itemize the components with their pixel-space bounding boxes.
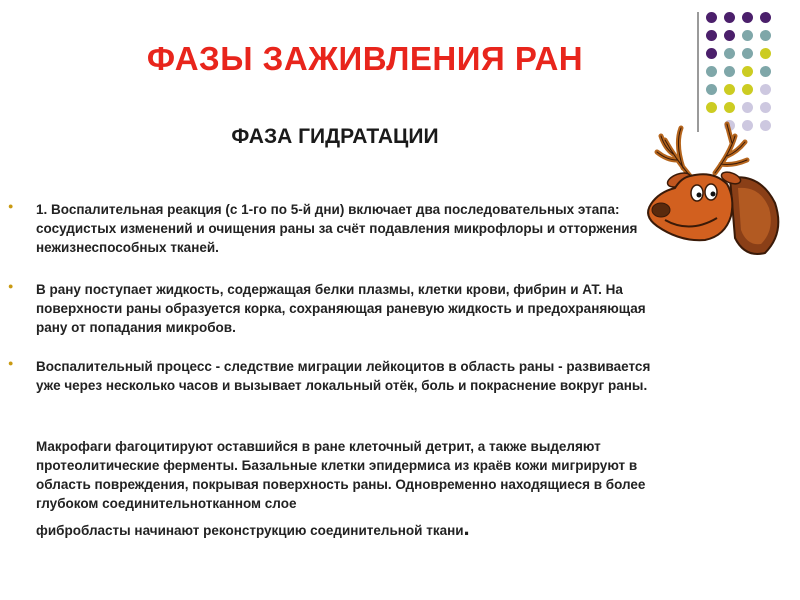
- decorative-dot: [760, 12, 771, 23]
- decorative-dot: [760, 66, 771, 77]
- decorative-dot: [706, 12, 717, 23]
- bullet-text: В рану поступает жидкость, содержащая белки плазмы, клетки крови, фибрин и АТ. На поверхности раны образуется корка, сохраняющая раневую жидкость и предохраняющая рану от попадания микробов.: [36, 282, 646, 335]
- bullet-text: 1. Воспалительная реакция (с 1-го по 5-й дни) включает два последовательных этапа: сосудистых изменений и очищения раны за счёт подавления микрофлоры и отторжения нежизнеспособных тканей.: [36, 202, 638, 255]
- closing-paragraph: [36, 437, 666, 540]
- decorative-dot: [760, 102, 771, 113]
- bullet-marker-icon: ●: [8, 358, 14, 368]
- decorative-dot: [724, 12, 735, 23]
- decorative-dot: [742, 84, 753, 95]
- decorative-dot: [742, 102, 753, 113]
- decorative-dot: [706, 84, 717, 95]
- closing-last-line: [36, 515, 666, 540]
- decorative-dot: [706, 102, 717, 113]
- slide-title: ФАЗЫ ЗАЖИВЛЕНИЯ РАН: [146, 40, 584, 77]
- decorative-dot: [760, 30, 771, 41]
- decorative-dot: [724, 84, 735, 95]
- decorative-dot: [724, 102, 735, 113]
- closing-text: Макрофаги фагоцитируют оставшийся в ране клеточный детрит, а также выделяют протеолитические ферменты. Базальные клетки эпидермиса из краёв кожи мигрируют в область повреждения, покрывая поверхность раны. Одновременно находящиеся в более глубоком соединительнотканном слое: [36, 439, 646, 511]
- decorative-dot: [742, 12, 753, 23]
- closing-end-mark: .: [463, 515, 470, 540]
- decorative-dot: [742, 66, 753, 77]
- moose-head-illustration: [635, 118, 795, 268]
- closing-last-line-text: фибробласты начинают реконструкцию соединительной ткани: [36, 523, 464, 538]
- bullet-text: Воспалительный процесс - следствие миграции лейкоцитов в область раны - развивается уже через несколько часов и вызывает локальный отёк, боль и покраснение вокруг раны.: [36, 359, 651, 393]
- decorative-dot: [742, 30, 753, 41]
- decorative-dot: [760, 84, 771, 95]
- slide-subtitle: ФАЗА ГИДРАТАЦИИ: [231, 125, 439, 148]
- bullet-marker-icon: ●: [8, 281, 14, 291]
- decorative-dot: [742, 48, 753, 59]
- bullet-marker-icon: ●: [8, 201, 14, 211]
- decorative-dot: [760, 48, 771, 59]
